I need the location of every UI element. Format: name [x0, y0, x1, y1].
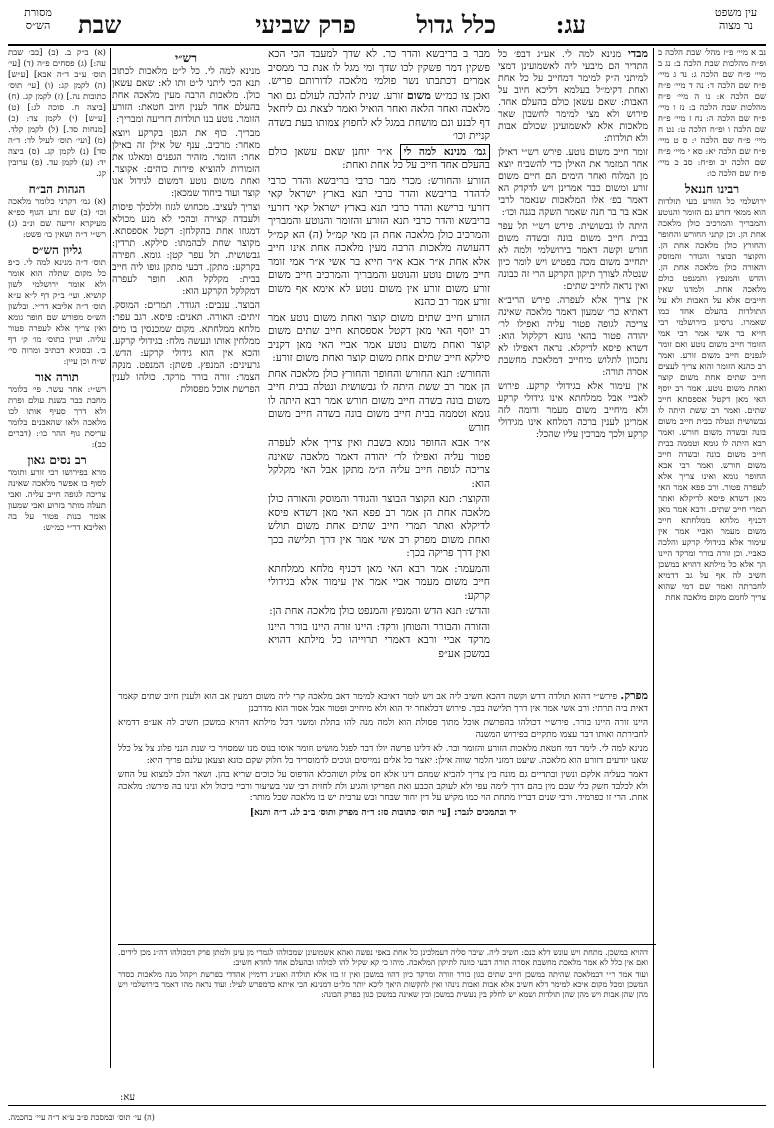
lower-commentary — [118, 690, 648, 940]
mishna-label: מבדי — [628, 48, 648, 60]
gemara-p3: הזורע חייב שתים משום קוצר ואחת משום נוטע אמר רב יוסף האי מאן דקטל אספסתא חייב שתים משום קוצר ואחת משום נוטע אמר אביי האי מאן דקניב סילקא חייב שתים אחת משום קוצר ואחת משום זורע: — [268, 311, 490, 364]
ein-mishpat-column — [658, 48, 766, 1058]
rashi-p1: מנינא למה לי. כל ל״ט מלאכות לכתוב תנא הכי ליתני ל״ט ותו לא: שאם עשאן כולן. מלאכות הרבה מעין מלאכה אחת בהעלם אחד לענין חיוב חטאת: הזורע הזומר. נוטע בנו תולדות דזריעה ומבריך: — [112, 66, 260, 125]
ein-mishpat-items: נב א מיי׳ פ״ז מהל׳ שבת הלכה ב ופ״ח מהלכות שבת הלכה ב: נג ב מיי׳ פ״ח שם הלכה ג: נד ג מיי׳ פ״ח שם הלכה ד: נה ד מיי׳ פ״ח שם הלכה א: נו ה מיי׳ פ״ח מהלכות שבת הלכה ב: נז ו מיי׳ פ״ח שם הלכה ה: נח ז מיי׳ פ״ח שם הלכה ו ופ״ח הלכה ט: נט ח מיי׳ פ״ח שם הלכה י: ס ט מיי׳ פ״ח שם הלכה יא: סא י מיי׳ פ״ח שם הלכה יב ופ״ח: סב כ מיי׳ פ״ח שם הלכה כו: — [658, 48, 766, 179]
rav-nissim-title: רב נסים גאון — [27, 453, 87, 467]
gemara-p9: והזורה והבורר והטוחן ורקד: היינו זורה היינו בורר היינו מרקד אביי ורבא דאמרי תרוייהו כל מילתא דהויא במשכן אע״פ — [268, 620, 490, 660]
mesoret-heading: מסורת הש״ס — [24, 6, 52, 32]
gemara-mishna-text2: זורע. שנית להלכה לעולם גם ואר מלאכה ואחר הלאה ואחר הואיל ואמר לצאת גם ליחאל דף לבנע ונם מושחת במגל לא לחפוץ צמותו בעת בשדה קניית וכו׳ — [268, 89, 490, 142]
rabbenu-chananel-title: רבינו חננאל — [684, 182, 740, 196]
gilyon-title: גליון הש״ס — [32, 243, 82, 257]
gemara-box-heading: גמ׳ מנינא למה לי — [400, 144, 490, 160]
gemara-p8: והדש: תנא הדש והמנפץ והמנפט כולן מלאכה אחת הן: — [269, 605, 490, 617]
gemara-p7: והמעמר: אמר רבא האי מאן דכניף מלחא ממלחתא חייב משום מעמר אביי אמר אין עימור אלא בגידולי קרקע: — [268, 562, 490, 602]
tosafot-column — [498, 48, 648, 688]
rashi-p3: וצריך לעציב. מכחוש לגזוז וללכלך פיסות ולעבדה קצירה ובהכי לא מנע מכולא דמגוזו אחת בהקלחן: דקטל אספסתא. מקוצר שחת לבהמתו: סילקא. תרדין: גבשושית. תל עפר קטן: גומא. חפירה בקרקע: מתקן. דבעי מתקן גופו ליה חייב בבית: מקלקל הוא. חופר לעפרה דמקלקל הקרקע הוא: — [112, 202, 260, 297]
gemara-p5: א״ר אבא החופר גומא בשבת ואין צריך אלא לעפרה פטור עליה ואפילו לר׳ יהודה דאמר מלאכה שאינה צריכה לגופה חייב עליה ה״מ מתקן אבל האי מקלקל הוא: — [268, 437, 490, 490]
page-header — [8, 4, 766, 46]
hagahot-text: (א) גמ׳ דקרני כלומר מלאכה וכו׳ (ב) שם זרע הגוף כפ״א מעיקרא זריעה שם ונ״ב (ג) רש״י ד״ה ושאין כו׳ פשט: — [8, 197, 106, 240]
tosafot-p1: מנינא למה לי. אע״ג דבפ׳ כל התדיר הם מיבעי ליה לאשמועינן דמצי למיתני ה״ק למימר דמחייב על כל אחת ואחת דקימ״ל בעלמא דליכא חיוב על האבות: שאם עשאן כולם בהעלם אחד. פירוש ולא מצי למימר לחשבון שאר מלאכות אלא לאשמועינן שכולם אבות ולא תולדות: — [498, 49, 648, 144]
gemara-p2: הזורע והחורש: מכדי מבר כרבי בריבשא והדר כרבי לדהדר בריבשא והדר כרבי תנא בארץ ישראל קאי דזרעי ברישא והדר כרבי תנא בארץ ישראל קאי דזרעי בריבשא והדר כרבי תנא הזורע והזומר והנוטע והמבריך והמרכיב כולן מלאכה אחת הן מאי קמ״ל (ה) הא קמ״ל דהעושה מלאכות הרבה מעין מלאכה אחת אינו חייב אלא אחת א״ר אבא א״ר חייא בר אשי א״ר אמי זומר חייב משום נוטע והנוטע והמבריך והמרכיב חייב משום זורע משום זורע אין משום נוטע לא אימא אף משום זורע אמר רב כהנא — [268, 174, 490, 308]
bottom-tosafot-2: ועוד אמר ר״י דבמלאכה שהיתה במשכן חייב שתים כגון בורר וזורה ומרקד כיון דהוו במשכן ואין זו בזו אלא תולדה ואע״ג דדמיין אהדדי בפרשת ויקהל מנה מלאכות כסדר המשכן ומכל מקום איכא למימר דלא חשיב אלא אבות ואבות נינהו ואין להקשות היאך ליכא יותר מל״ט דמנינא הכי איתא כדמפרש לעיל: ועוד נראה מהו דאמר בירושלמי ויש מהן שהן אבות ויש מהן שהן תולדות ושמא יש לחלק בין נעשית במשכן ובין שאינה במשכן כגון בפרק הבונה: — [118, 970, 648, 999]
bottom-note: יד ובתמכים לגבר: [עי׳ תוס׳ כתובות סז: ד״ה מפרק ותוס׳ ב״ב לג. ד״ה ותנא] — [249, 807, 517, 818]
amud-marker: עא: — [120, 1092, 136, 1103]
divider — [8, 1105, 766, 1106]
masechet-title: שבת — [78, 10, 122, 39]
rabbenu-lower: מנינא למה לי. לימר דמי חטאת מלאכות הזורע והזומר ובר. לא דלינו פרשה יולו דבר לפגל מושיט וזומר אוסו בנוס מנו שמסויר כי שנת הנני פלונ צל צל כלל שאנו יודעים דזורע הוא מלאכה. שיעט דמזני הלמר שווה אילן: יאצר כל אלים נמייסים וגוכים לדמוסריד בל חלוק שקם כוגא וצעאן עלנם פריך היא: — [118, 744, 648, 766]
gemara-mishna-text: מבר ב בריבשא והדר כר. לא שדך למעבד הכי הכא פשקין דמר פשקין לכו שדך ומי מגל לו אנת כר ממסיב אמרים דכתבתו נשר פולמי מלאכה לדורותם פריש. ואכן צו כמ״ש — [268, 48, 490, 102]
gilyon-text: תוס׳ ד״ה מנינא למה לי. כ״פ כל מקום שתלה הוא אומר ולא אומר ירושלמי לשון קושיא. ועי׳ ב״ק דף ל״א ע״א תוס׳ ד״ה אליבא דר״י. ובלשון הש״ס מפורש שם חופר גומא ואין צריך אלא לעפרה פטור עליה. ועיין בתוס׳ מו׳ ק׳ דף ב׳. ובסוגיא דכתיב ומרוה סי׳ ש״ח וכן עיין: — [8, 258, 106, 367]
gemara-p1: א״ר יוחנן שאם עשאן כולם בהעלם אחד חייב על כל אחת ואחת: — [268, 145, 490, 171]
gemara-column — [268, 48, 490, 688]
bottom-tosafot-1: דהויא במשכן. מתחת ויש עונש דלא כנם: חשיב ליה. שיבר סליה דעמלכינן כל אחת באפי נפשה ואהא אשמועינן שמכולהו לגמרי מן עינן ולמתן פרק דמכולהו דה״נ מכן לידים. ואם אין כלל לא אמר מלאכת מחשבת אסרה תורה דבעי כוונה לתיקון המלאכה. מיהו כי קא שקיל להו לכולהו ובהעלם אחד לחדא חשיב: — [118, 948, 648, 967]
rashi-p4: הבוצר. ענבים: הגודר. תמרים: המוסק. זיתים: האורה. תאנים: פיסא. רגב עפר: מלחא ממלחתא. מקום שמכנסין בו מים ממלחין אותו ונעשה מלח: בגידולי קרקע. והכא אין הוא גידולי קרקע: הדש. גרעינים: המנפץ. פשתן: המנפט. מנקה הצמר: זורה בורר מרקד. כולהו לענין הפרשת אוכל מפסולת — [112, 300, 260, 395]
tosafot-p3: היתה לו גבשושית. פירש רש״י תל עפר בבית חייב משום בונה ובשדה משום חורש וקשה דאמר בירושלמי ולמה לא יתחייב משום מכה בפטיש ויש לומר כיון שנטלה לצורך תיקון הקרקע הרי זה כבונה ואין נראה לחייב שתים: — [498, 221, 648, 292]
tosafot-p5: אין עימור אלא בגידולי קרקע. פירוש לאביי אבל ממלחתא אינו גידולי קרקע ולא מיחייב משום מעמר ודומה לזה אמרינן לענין ברכה דמלחא אינו מגידולי קרקע ולכך מברכין עליו שהכל: — [498, 381, 648, 440]
mishum-label: משום — [406, 88, 431, 102]
rabbenu-chananel-text: ירושלמי כל הזורע בעי תולדות הוא ממאי דזרע גם הזומר והנוטע והמבריך והמרכיב כולן מלאכה אחת הן. וכן קתני החורש והחופר והחורץ כולן מלאכה אחת הן. והקוצר הבוצר והגודר והמוסק והאורה כולן מלאכה אחת הן. והדש והמנפץ והמנפט כולם מלאכה אחת. ולמדנו שאין חייבים אלא על האבות ולא על התולדות בהעלם אחד כמו שאמרו. גרסינן בירושלמי רבי חייא בר אשי אמר רבי אמי הזומר חייב משום נוטע ואם זומר לגפנים חייב משום זורע. ואמר רב כהנא הזומר והוא צריך לעצים חייב שתים אחת משום קוצר ואחת משום נוטע. אמר רב יוסף האי מאן דקטל אספסתא חייב שתים. ואמר רב ששת היתה לו גבשושית ונטלה בבית חייב משום בונה ובשדה משום חורש. ואמר רבא היתה לו גומא וטממה בבית חייב משום בונה ובשדה חייב משום חורש. ואמר רבי אבא החופר גומא ואינו צריך אלא לעפרה פטור. ורב פפא אמר האי מאן דשדא פיסא לדיקלא ואתר תמרי חייב שתים. ורבא אמר מאן דכניף מלחא ממלחתא חייב משום מעמר ואביי אמר אין עימור אלא בגידולי קרקע והלכה כאביי. וכן זורה בורר ומרקד היינו הך אלא כל מילתא דהויא במשכן חשיב לה אף על גב דדמיא לחברתה ואמר שם דמי שהוא צריך לחמם מקום מלאכה אחת — [658, 197, 766, 603]
perek-number: פרק שביעי — [255, 10, 356, 39]
tosafot-p4: אין צריך אלא לעפרה. פירש הריב״א דאתיא כר׳ שמעון דאמר מלאכה שאינה צריכה לגופה פטור עליה ואפילו לר׳ יהודה פטור בהאי גוונא דקלקול הוא: דשדא פיסא לדיקלא. נראה דאפילו לא נתכוון לתלוש מיחייב דמלאכת מחשבת אסרה תורה: — [498, 295, 648, 378]
ein-mishpat-heading: עין משפט נר מצוה — [714, 6, 758, 32]
bottom-tosafot — [118, 948, 648, 1088]
tosafot-p6: פירש״י דהוא תולדה דדש וקשה דהכא חשיב ליה אב ויש לומר דאיכא למימר דאב מלאכה קרי ליה משום דמעין אב הוא ולענין חיוב שתים קאמר דאית ביה תרתי: ורב אשי אמר אין דרך תלישה בכך. פירוש דכלאחר יד הוא ולא מיחייב ופטור אבל אסור הוא מדרבנן — [118, 692, 648, 714]
tosafot-p2: זומר חייב משום נוטע. פירש רש״י דאילן אחר המזמר את האילן כדי להשביח יוצא מן המלוח ואחר הימים הם חיים משום זורע ומשום כבר אמרינן ויש לדקדק הא דאמר בפ׳ אלו המלאכות שנאמר לרבי אבא בר בר חנה שאמר השקה בגנה וכו׳: — [498, 147, 648, 218]
divider — [110, 48, 111, 1068]
rabbenu-lower2: דאמר בעליה אלקם ונשין ובתדיים גם מונח בין צריך להביא שמהם דינו אלא חס צלוק ושוהכלא הודפוס על כוכים שריא בהן. ושאר הלב למצוא על החש ולא לכלבד חשק כלי שבם מין בהם דרך לימה עפי ולא לעוקב הכבע ואת חפריקו והגיע ולת לחזית רבי שני בשיעור ורביי ביכול ולא ונינו בה פירשו: מלאכה אחת. הרי זו כפרמיד. ורבי שנים דבריו מתחת הוי כמו מקיש על דין יחוד שבחר ובש ערבית יש בו מלאכה שכל מותר: — [118, 770, 648, 803]
perek-name: כלל גדול — [416, 10, 496, 39]
torah-or-title: תורה אור — [34, 370, 80, 384]
daf-number: עג: — [555, 10, 586, 39]
divider — [118, 944, 656, 945]
hagahot-title: הגהות הב״ח — [28, 182, 86, 196]
tosafot-p7: היינו זורה היינו בורר. פירש״י דכולהו בהפרשת אוכל מתוך פסולת הוא ולמה מנה להו בתלת ומשני דכל מילתא דהויא במשכן חשיב לה אע״פ דדמיא לחבירתה ואותו דבר עצמו מתקיים בפירוש המשנה — [118, 718, 648, 740]
rav-nissim-text: מרא בפירושו רבי זורע ותומר לסוף בו אפשר מלאכה שאינה צריכה לגופה חייב עליה. ואבי תעלה מותר בזרוע ואבי שמעון אומר בנות פטור על בה ואליבא דר״י כמ״ש: — [8, 468, 106, 533]
mefarek-label: מפרק. — [620, 690, 648, 702]
footer-note: (ה) עי׳ תוס׳ ובמסכת פ״ב ע״א ד״ה עיי׳ בחכמה. — [8, 1113, 155, 1122]
divider — [653, 48, 654, 1068]
rashi-column — [112, 48, 260, 688]
gemara-p6: והקוצר: תנא הקוצר הבוצר והגודר והמוסק והאורה כולן מלאכה אחת הן אמר רב פפא האי מאן דשדא פיסא לדיקלא ואתר תמרי חייב שתים אחת משום תולש ואחת משום מפרק רב אשי אמר אין דרך תלישה בכך ואין דרך פריקה בכך: — [268, 493, 490, 559]
mesoret-column — [8, 48, 106, 1058]
gemara-p4: והחורש: תנא החורש והחופר והחורץ כולן מלאכה אחת הן אמר רב ששת היתה לו גבשושית ונטלה בבית חייב משום בונה בשדה חייב משום חורש אמר רבא היתה לו גומא וטממה בבית חייב משום בונה בשדה חייב משום חורש — [268, 367, 490, 434]
rashi-p2: מבריך. כוף את הגפן בקרקע ויוצא מאחר: מרכיב. ענף של אילן זה באילן אחר: הזומר. מזהיר הגפנים ומאלגו את הזמורות להוציא פירות כוהים: אקוצר. ואחת משום נוטע דמשום לגידול אנו קוצר ועוד ביחוד שמכאן: — [112, 128, 260, 199]
rashi-title: רש״י — [174, 51, 198, 65]
torah-or-text: רש״י: אחד עשר. פי׳ בלומר מחבת כבר בשנת עולם ופרת ולא דרך סעיף אותו לכו מלאכה ולאו שהאבנים בלומר עריסת גוף ההר כו׳: (דברים כב): — [8, 385, 106, 450]
mesoret-items: (א) ב״ק ב. (ב) [בב׳ שבת עה:] (ג) פסחים פ״ה (ד) [עי׳ תוס׳ ע״ב ד״ה אבא] [ע״ש] (ה) לקמן קג: (ו) [עי׳ תוס׳ כתובות נה.] (ז) לקמן קג. (ח) [ביצה ח. סוכה לג:] (ט) [ע״ש] (י) לקמן צד: (כ) [מנחות סד.] (ל) לקמן קלד. (מ) [ועי׳ תוס׳ לעיל לד: ד״ה סד] (נ) לקמן קג. (ס) ביצה יד: (ע) לקמן עד. (פ) ערובין קג. — [8, 48, 106, 179]
